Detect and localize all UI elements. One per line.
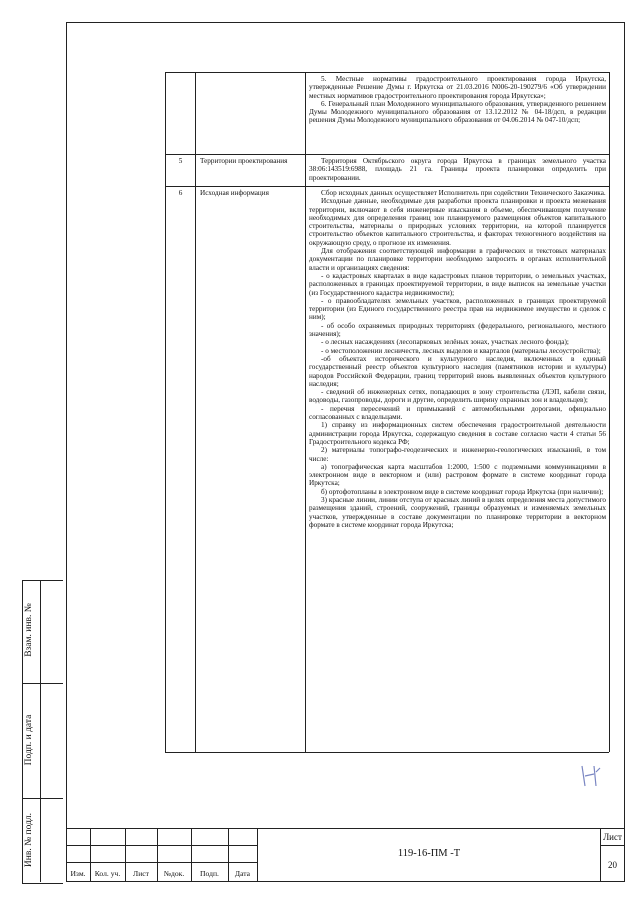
table-border-left: [165, 72, 166, 752]
table-col-divider-2: [305, 72, 306, 752]
table-border-top: [165, 72, 609, 73]
side-label-inv-original: Инв. № подл.: [24, 812, 34, 868]
table-row-divider-2: [165, 186, 609, 187]
row-5-content: Территория Октябрьского округа города Иркутска в границах земельного участка 38:06:143519:6988, площадь 21 га. Границы проекта планировки определить при проектировании.: [309, 157, 606, 182]
row-1-content: 5. Местные нормативы градостроительного проектирования города Иркутска, утвержденные Решение Думы г. Иркутска от 21.03.2016 N006-20-190279/6 «Об утверждении местных нормативов градостроительного проектирования города Иркутска»; 6. Генеральный план Молодежного муниципального образования, утвержденного решением Думы Молодежного муниципального образования от 13.12.2012 № 04-18/дсп, в редакции решения Думы Молодежного муниципального образования от 04.06.2014 № 047-10/дсп;: [309, 75, 606, 125]
table-col-divider-1: [195, 72, 196, 752]
row-5-number: 5: [178, 157, 183, 165]
side-label-sign-date: Подп. и дата: [24, 714, 34, 766]
stamp-sheet-divider: [600, 845, 625, 846]
side-strip-divider: [40, 580, 41, 882]
side-label-replace-inv: Взам. инв. №: [24, 603, 34, 657]
row-6-name: Исходная информация: [200, 189, 269, 197]
stamp-header-change: Изм.: [70, 869, 86, 878]
sheet-number: 20: [608, 860, 617, 870]
stamp-header-sheet: Лист: [133, 869, 149, 878]
table-border-bottom: [165, 752, 609, 753]
row-5-name: Территории проектирования: [200, 157, 288, 165]
stamp-header-doc-no: №док.: [163, 869, 185, 878]
signature-mark: [578, 762, 602, 790]
row-6-number: 6: [178, 189, 183, 197]
stamp-top-border: [66, 828, 625, 829]
table-border-right: [609, 72, 610, 752]
stamp-header-qty: Кол. уч.: [94, 869, 121, 878]
stamp-header-signature: Подп.: [200, 869, 219, 878]
stamp-header-date: Дата: [234, 869, 251, 878]
table-row-divider-1: [165, 154, 609, 155]
sheet-label: Лист: [603, 832, 622, 842]
document-code: 119-16-ПМ -Т: [397, 848, 461, 859]
row-6-content: Сбор исходных данных осуществляет Исполнитель при содействии Технического Заказчика. Исходные данные, необходимые для разработки проекта планировки и проекта межевания территории, включают в себя инженерные изыскания в объеме, обеспечивающем получение необходимых для определения границ зон планируемого размещения объектов капитального строительства, материалы о природных условиях территории, на которой планируется строительство объектов капитального строительства, и факторах техногенного воздействия на окружающую среду, о прогнозе их изменения. Для отображения соответствующей информации в графических и текстовых материалах документации по планировке территории необходимо запросить в органах исполнительной власти и организациях сведения: - о кадастровых кварталах в виде кадастровых планов территории, о земельных участках, расположенных в границах проектируемой территории, в виде выписок на земельные участки (из Государственного кадастра недвижимости); - о правообладателях земельных участков, расположенных в границах проектируемой территории (из Единого государственного реестра прав на недвижимое имущество и сделок с ним); - об особо охраняемых природных территориях (федерального, регионального, местного значения); - о лесных насаждениях (лесопарковых зелёных зонах, участках лесного фонда); - о местоположении лесничеств, лесных выделов и кварталов (материалы лесоустройства); -об объектах исторического и культурного наследия, включенных в единый государственный реестр объектов культурного наследия (памятников истории и культуры) народов Российской Федерации, границ территорий вновь выявленных объектов культурного наследия; - сведений об инженерных сетях, попадающих в зону строительства (ЛЭП, кабели связи, водоводы, газопроводы, дороги и другие, определить ширину охранных зон и владельцев); - перечня пересечений и примыканий с автомобильными дорогами, официально согласованных с владельцами. 1) справку из информационных систем обеспечения градостроительной деятельности администрации города Иркутска, содержащую сведения в составе согласно части 4 статьи 56 Градостроительного кодекса РФ; 2) материалы топографо-геодезических и инженерно-геологических изысканий, в том числе: а) топографическая карта масштабов 1:2000, 1:500 с подземными коммуникациями в электронном виде в векторном и (или) растровом формате в системе координат города Иркутска; б) ортофотопланы в электронном виде в системе координат города Иркутска (при наличии); 3) красные линии, линии отступа от красных линий в целях определения места допустимого размещения зданий, строений, сооружений, границы образуемых и изменяемых земельных участков, утвержденные в составе документации по планировке территории в векторном формате в системе координат города Иркутска;: [309, 189, 606, 529]
